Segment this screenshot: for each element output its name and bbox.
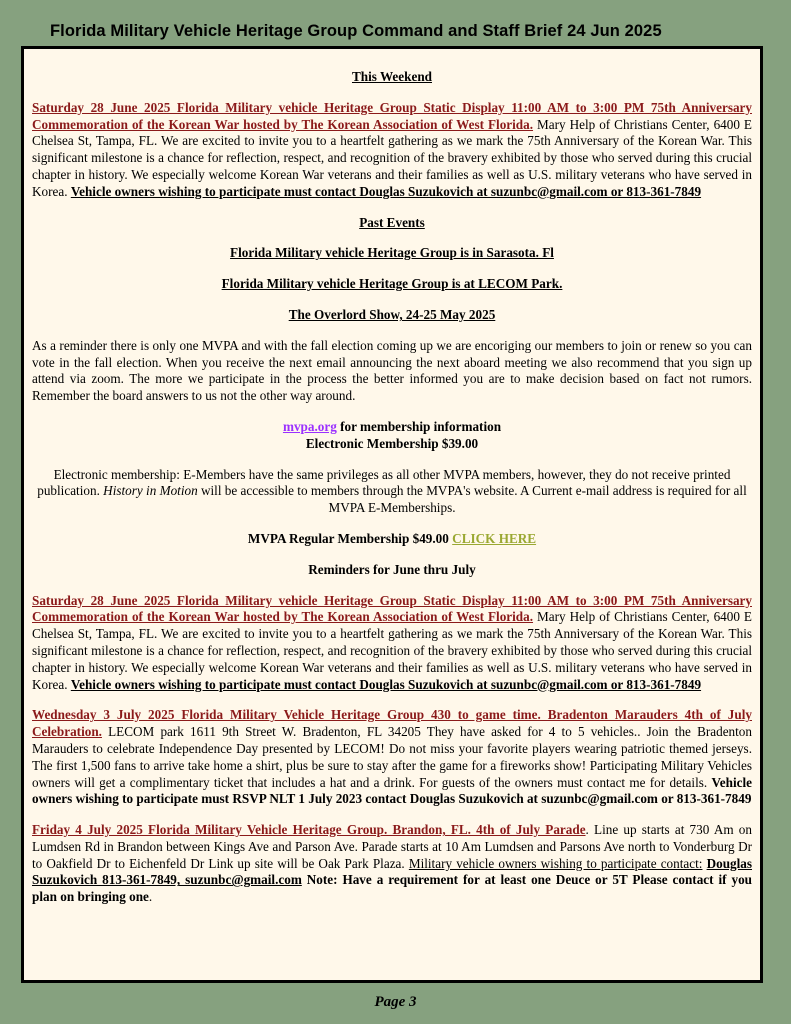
this-weekend-event xyxy=(32,100,752,201)
event-contact-label: Military vehicle owners wishing to participate contact: xyxy=(408,855,703,871)
electronic-membership-desc: Electronic membership: E-Members have the same privileges as all other MVPA members, however, they do not receive printed publication. History in Motion will be accessible to members through the MVPA's website. A Current e-mail address is required for all MVPA E-Memberships. xyxy=(37,466,747,516)
section-heading-reminders: Reminders for June thru July xyxy=(308,561,476,577)
past-event-item: Florida Military vehicle Heritage Group is at LECOM Park. xyxy=(221,276,563,292)
page-header: Florida Military Vehicle Heritage Group Command and Staff Brief 24 Jun 2025 xyxy=(50,22,662,40)
event-contact: Douglas Suzukovich 813-361-7849, suzunbc@gmail.com xyxy=(32,855,753,888)
event-body: Mary Help of Christians Center, 6400 E Chelsea St, Tampa, FL. We are excited to invite you to a heartfelt gathering as we mark the 75th Anniversary of the Korean War. This significant milestone is a chance for reflection, respect, and recognition of the bravery exhibited by those who served during this crucial chapter in history. We especially welcome Korean War veterans and their families as well as U.S. military veterans who have served in Korea. xyxy=(32,609,752,692)
event-body: . Line up starts at 730 Am on Lumdsen Rd in Brandon between Kings Ave and Parson Ave. Parade starts at 10 Am Lumdsen and Parsons Ave north to Vonderburg Dr to Oakfield Dr to Eichenfeld Dr Link up site will be Oak Park Plaza. xyxy=(32,822,752,871)
reminder-event-korean-war xyxy=(32,593,752,694)
page-number: Page 3 xyxy=(374,994,417,1010)
event-contact: Vehicle owners wishing to participate must contact Douglas Suzukovich at suzunbc@gmail.com or 813-361-7849 xyxy=(70,676,702,692)
event-contact: Vehicle owners wishing to participate must contact Douglas Suzukovich at suzunbc@gmail.com or 813-361-7849 xyxy=(70,183,702,199)
reminder-event-marauders xyxy=(32,707,752,808)
event-title: Saturday 28 June 2025 Florida Military vehicle Heritage Group Static Display 11:00 AM to 3:00 PM 75th Anniversary Commemoration of the Korean War hosted by The Korean Association of West Florida. xyxy=(32,99,752,132)
past-event-item: Florida Military vehicle Heritage Group is in Sarasota. Fl xyxy=(230,245,554,261)
past-event-item: The Overlord Show, 24-25 May 2025 xyxy=(288,306,496,322)
membership-reminder: As a reminder there is only one MVPA and with the fall election coming up we are encoriging our members to join or renew so you can vote in the fall election. When you receive the next email announcing the next aboard meeting we also recommend that you sign up attend via zoom. The more we participate in the process the better informed you are to make decision based on fact not rumors. Remember the board answers to us not the other way around. xyxy=(32,337,752,404)
membership-info: mvpa.org for membership information Electronic Membership $39.00 xyxy=(282,418,502,451)
event-body: LECOM park 1611 9th Street W. Bradenton, FL 34205 They have asked for 4 to 5 vehicles.. Join the Bradenton Marauders to celebrate Independence Day presented by LECOM! Do not miss your favorite players wearing patriotic themed jerseys. The first 1,500 fans to arrive take home a shirt, plus be sure to stay after the game for a fireworks show! Participating Military Vehicles owners will get a complimentary ticket that includes a hat and a drink. For guests of the owners must contact me for details. xyxy=(32,724,752,790)
reminder-event-parade: Friday 4 July 2025 Florida Military Vehicle Heritage Group. Brandon, FL. 4th of July Parade. Line up starts at 730 Am on Lumdsen Rd in Brandon between Kings Ave and Parson Ave. Parade starts at 10 Am Lumdsen and Parsons Ave north to Vonderburg Dr to Oakfield Dr to Eichenfeld Dr Link up site will be Oak Park Plaza. Military vehicle owners wishing to participate contact: Douglas Suzukovich 813-361-7849, suzunbc@gmail.com Note: Have a requirement for at least one Deuce or 5T Please contact if you plan on bringing one. xyxy=(32,822,753,905)
mvpa-link[interactable]: mvpa.org xyxy=(282,418,337,434)
regular-membership: MVPA Regular Membership $49.00 CLICK HERE xyxy=(247,530,537,546)
content-panel xyxy=(21,46,763,983)
event-body: Mary Help of Christians Center, 6400 E Chelsea St, Tampa, FL. We are excited to invite you to a heartfelt gathering as we mark the 75th Anniversary of the Korean War. This significant milestone is a chance for reflection, respect, and recognition of the bravery exhibited by those who served during this crucial chapter in history. We especially welcome Korean War veterans and their families as well as U.S. military veterans who have served in Korea. xyxy=(32,116,752,199)
click-here-link[interactable]: CLICK HERE xyxy=(452,530,537,546)
event-title: Friday 4 July 2025 Florida Military Vehicle Heritage Group. Brandon, FL. 4th of July Parade xyxy=(32,822,586,838)
event-contact: Vehicle owners wishing to participate must RSVP NLT 1 July 2023 contact Douglas Suzukovich at suzunbc@gmail.com or 813-361-7849 xyxy=(32,774,752,807)
section-heading-this-weekend: This Weekend xyxy=(351,69,432,84)
event-title: Wednesday 3 July 2025 Florida Military Vehicle Heritage Group 430 to game time. Bradenton Marauders 4th of July Celebration. xyxy=(32,707,752,740)
event-note: Note: Have a requirement for at least one Deuce or 5T Please contact if you plan on bringing one xyxy=(32,872,752,905)
section-heading-past-events: Past Events xyxy=(359,214,425,230)
event-title: Saturday 28 June 2025 Florida Military vehicle Heritage Group Static Display 11:00 AM to 3:00 PM 75th Anniversary Commemoration of the Korean War hosted by The Korean Association of West Florida. xyxy=(32,592,752,625)
electronic-membership-price: Electronic Membership $39.00 xyxy=(305,435,479,451)
